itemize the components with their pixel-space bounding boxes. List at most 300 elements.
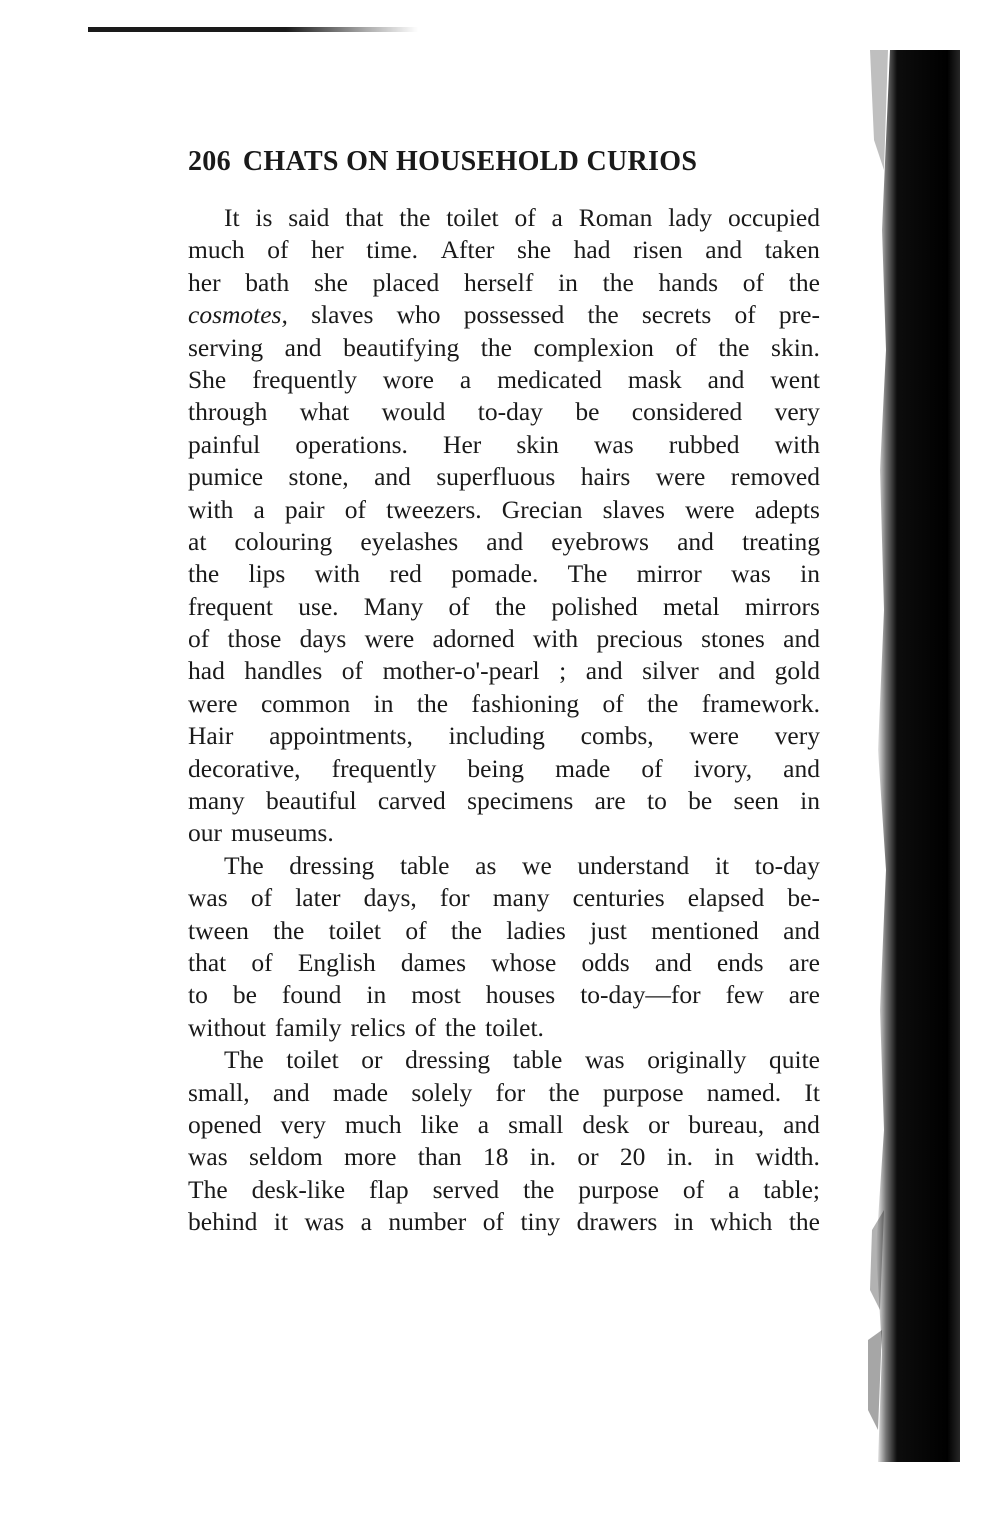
word: seldom [249, 1142, 323, 1172]
word: pumice [188, 462, 264, 492]
word: taken [764, 235, 820, 265]
word: bureau, [688, 1109, 765, 1139]
word: that [345, 203, 384, 232]
word: be [232, 980, 257, 1010]
word: adepts [754, 494, 820, 524]
word: including [448, 721, 545, 751]
word: stones [701, 624, 765, 654]
word: risen [633, 235, 683, 265]
word: purpose [602, 1077, 684, 1107]
word: many [188, 786, 245, 816]
word: flap [369, 1174, 409, 1204]
word: the [587, 300, 619, 330]
word: solely [411, 1077, 473, 1107]
text-line [188, 882, 820, 914]
text-line [188, 688, 820, 720]
word: the [602, 267, 634, 297]
word: of [341, 656, 364, 686]
word: Her [443, 429, 482, 459]
word: slaves [602, 494, 665, 524]
word: silver [642, 656, 699, 686]
word: hairs [580, 462, 631, 492]
word: superfluous [436, 462, 556, 492]
word: ends [716, 947, 764, 977]
word: mother-o'-pearl [382, 656, 540, 686]
word: or [648, 1109, 670, 1139]
word: the [399, 203, 431, 232]
word: English [297, 947, 376, 977]
word: decorative, [188, 753, 301, 783]
word: opened [188, 1109, 262, 1139]
word: were [364, 624, 415, 654]
word: a [551, 203, 563, 232]
word: was [188, 1142, 228, 1172]
word: specimens [467, 786, 574, 816]
word: 20 [619, 1142, 646, 1172]
word: later [295, 883, 341, 913]
word: we [522, 850, 552, 880]
word: It [804, 1077, 820, 1107]
word: adorned [432, 624, 515, 654]
word: understand [577, 850, 690, 880]
word: a [728, 1174, 740, 1204]
word: skin. [771, 332, 820, 362]
word: with [314, 559, 360, 589]
word: of [641, 753, 663, 783]
word: be [575, 397, 600, 427]
word: originally [647, 1045, 747, 1075]
word: went [770, 364, 820, 394]
word: metal [662, 591, 720, 621]
word: she [313, 267, 348, 297]
word: was [304, 1207, 345, 1237]
word: operations. [295, 429, 408, 459]
word: was [731, 559, 771, 589]
word: a [360, 1207, 372, 1237]
word: very [774, 397, 820, 427]
word: the [788, 1207, 820, 1237]
word: fashioning [471, 688, 580, 718]
word: beautifying [343, 332, 460, 362]
word: to [647, 786, 667, 816]
word: of [251, 947, 273, 977]
word: in. [529, 1142, 557, 1172]
text-line [188, 979, 820, 1011]
body-text [188, 202, 820, 1252]
word: dressing [405, 1045, 491, 1075]
word: carved [377, 786, 446, 816]
word: The [224, 1045, 264, 1075]
word: the [444, 1012, 477, 1042]
word: mirrors [744, 591, 820, 621]
word: the [450, 915, 482, 945]
word: were [685, 494, 735, 524]
word: the [480, 332, 512, 362]
word: much [188, 235, 245, 265]
word: dressing [289, 850, 375, 880]
word: polished [551, 591, 638, 621]
word: of [675, 332, 697, 362]
word: behind [188, 1207, 258, 1237]
word: small, [188, 1077, 250, 1107]
text-line [188, 267, 820, 299]
word: for [439, 883, 470, 913]
word: her [188, 267, 221, 297]
word: colouring [234, 526, 333, 556]
word: possessed [463, 300, 565, 330]
word: to-day [754, 850, 820, 880]
word: and [783, 915, 820, 945]
word: many [492, 883, 550, 913]
word: considered [631, 397, 743, 427]
text-line [188, 915, 820, 947]
word: slaves [311, 300, 374, 330]
text-line [188, 1206, 820, 1238]
word: Grecian [501, 494, 583, 524]
word: appointments, [269, 721, 413, 751]
word: pre- [778, 300, 820, 330]
word: being [467, 753, 525, 783]
word: said [288, 203, 330, 232]
word: the [647, 688, 679, 718]
text-line [188, 655, 820, 687]
word: served [432, 1174, 500, 1204]
word: time. [366, 235, 418, 265]
word: ladies [506, 915, 566, 945]
text-line [188, 1044, 820, 1076]
word: of [405, 915, 427, 945]
word: framework. [701, 688, 820, 718]
text-line [188, 947, 820, 979]
word: quite [768, 1045, 820, 1075]
word: as [475, 850, 497, 880]
word: of [482, 1207, 504, 1237]
word: and [486, 526, 524, 556]
word: is [255, 203, 273, 232]
word: of [602, 688, 624, 718]
word: of [448, 591, 470, 621]
word: complexion [533, 332, 654, 362]
text-line [188, 753, 820, 785]
word: bath [245, 267, 290, 297]
word: few [725, 980, 764, 1010]
word: who [396, 300, 441, 330]
word: The [188, 1174, 228, 1204]
word: in [366, 980, 387, 1010]
word: painful [188, 429, 261, 459]
word: and [783, 624, 820, 654]
word: and [585, 656, 623, 686]
word: found [281, 980, 342, 1010]
word: very [280, 1109, 326, 1139]
word: Roman [578, 203, 653, 232]
word: were [188, 688, 238, 718]
word: gold [774, 656, 820, 686]
word: lips [248, 559, 286, 589]
word: frequently [252, 364, 357, 394]
word: seen [733, 786, 779, 816]
word: pair [284, 494, 325, 524]
word: of [734, 300, 756, 330]
word: whose [491, 947, 557, 977]
word: beautiful [265, 786, 357, 816]
word: that [188, 947, 227, 977]
word: herself [463, 267, 534, 297]
word: of [344, 494, 366, 524]
word: skin [516, 429, 559, 459]
word: were [689, 721, 739, 751]
word: placed [372, 267, 440, 297]
word: are [594, 786, 626, 816]
word: and [783, 753, 820, 783]
word: eyelashes [360, 526, 459, 556]
word: the [788, 267, 820, 297]
word: ivory, [693, 753, 753, 783]
word: occupied [727, 203, 820, 232]
text-line [188, 429, 820, 461]
text-line [188, 234, 820, 266]
text-line [188, 1141, 820, 1173]
word: had [573, 235, 611, 265]
word: which [710, 1207, 773, 1237]
word: toilet [446, 203, 499, 232]
word: toilet [286, 1045, 339, 1075]
word: The [224, 850, 264, 880]
word: the [718, 332, 750, 362]
word: rubbed [668, 429, 740, 459]
text-line [188, 850, 820, 882]
word: than [417, 1142, 462, 1172]
word: frequently [331, 753, 437, 783]
word: named. [706, 1077, 782, 1107]
word: just [590, 915, 627, 945]
word: her [311, 235, 344, 265]
word: table [512, 1045, 563, 1075]
word: was [593, 429, 634, 459]
word: in [714, 1142, 735, 1172]
word: 18 [482, 1142, 509, 1172]
word: museums. [231, 818, 334, 848]
word: of [414, 1012, 436, 1042]
top-rule [88, 27, 418, 32]
word: small [508, 1109, 564, 1139]
word: After [440, 235, 495, 265]
word: tiny [520, 1207, 561, 1237]
word: to-day [477, 397, 543, 427]
word: elapsed [687, 883, 765, 913]
word: Many [363, 591, 424, 621]
word: of [514, 203, 536, 232]
word: tweezers. [386, 494, 482, 524]
word: in. [666, 1142, 693, 1172]
word: width. [755, 1142, 820, 1172]
word: secrets [641, 300, 712, 330]
text-line [188, 526, 820, 558]
word: odds [581, 947, 630, 977]
word: what [299, 397, 350, 427]
word: combs, [580, 721, 654, 751]
word: relics [350, 1012, 406, 1042]
word: drawers [576, 1207, 658, 1237]
text-line [188, 299, 820, 331]
word: table; [763, 1174, 820, 1204]
word: in [673, 1207, 694, 1237]
word: mask [627, 364, 682, 394]
word: the [188, 559, 220, 589]
word: of [742, 267, 765, 297]
word: with [774, 429, 820, 459]
word: for [495, 1077, 526, 1107]
word: and [783, 1109, 820, 1139]
word: be- [787, 883, 820, 913]
word: Hair [188, 721, 234, 751]
word: stone, [288, 462, 349, 492]
text-line [188, 817, 820, 849]
word: It [224, 203, 240, 232]
word: eyebrows [551, 526, 649, 556]
word: tween [188, 915, 249, 945]
word: to-day—for [580, 980, 701, 1010]
word: at [188, 526, 207, 556]
word: a [477, 1109, 490, 1139]
word: mirror [636, 559, 702, 589]
word: a [459, 364, 472, 394]
text-line [188, 623, 820, 655]
word: the [523, 1174, 555, 1204]
text-line [188, 591, 820, 623]
word: handles [244, 656, 323, 686]
word: red [389, 559, 422, 589]
word: and [707, 364, 745, 394]
word: a [253, 494, 265, 524]
word: made [555, 753, 611, 783]
word: was [188, 883, 228, 913]
word: the [273, 915, 305, 945]
word: of [250, 883, 273, 913]
word: was [584, 1045, 625, 1075]
word: with [532, 624, 579, 654]
word: precious [596, 624, 683, 654]
word: use. [298, 591, 339, 621]
word: in [800, 559, 820, 589]
word: very [774, 721, 820, 751]
text-line [188, 202, 820, 234]
text-line [188, 1077, 820, 1109]
word: would [381, 397, 446, 427]
word: with [188, 494, 234, 524]
text-line [188, 1012, 820, 1044]
word: be [688, 786, 713, 816]
word: it [714, 850, 730, 880]
word: days, [363, 883, 417, 913]
word: and [654, 947, 692, 977]
word: frequent [188, 591, 273, 621]
word: The [567, 559, 608, 589]
word: and [705, 235, 743, 265]
text-line [188, 396, 820, 428]
word: removed [730, 462, 820, 492]
word: like [420, 1109, 459, 1139]
word: most [411, 980, 461, 1010]
text-line [188, 558, 820, 590]
word: desk-like [251, 1174, 346, 1204]
word: medicated [497, 364, 602, 394]
word: of [188, 624, 210, 654]
text-line [188, 461, 820, 493]
word: and [272, 1077, 310, 1107]
word: are [788, 980, 820, 1010]
word: houses [485, 980, 556, 1010]
word: ; [559, 656, 567, 686]
word: serving [188, 332, 264, 362]
word: or [361, 1045, 383, 1075]
word: and [677, 526, 714, 556]
word: had [188, 656, 225, 686]
word: without [188, 1012, 266, 1042]
word: wore [382, 364, 434, 394]
word: common [260, 688, 351, 718]
word: family [274, 1012, 342, 1042]
word: the [548, 1077, 580, 1107]
word: through [188, 397, 268, 427]
text-line [188, 332, 820, 364]
word: pomade. [451, 559, 539, 589]
word: and [718, 656, 756, 686]
word: hands [658, 267, 719, 297]
text-line [188, 720, 820, 752]
word: table [399, 850, 450, 880]
text-line [188, 364, 820, 396]
word: those [227, 624, 282, 654]
binding-edge-shadow [868, 50, 960, 1462]
word: number [388, 1207, 467, 1237]
word: of [682, 1174, 705, 1204]
word: or [577, 1142, 599, 1172]
text-line [188, 1174, 820, 1206]
word: dames [400, 947, 467, 977]
word: cosmotes, [188, 300, 288, 330]
page-number: 206 [188, 146, 231, 177]
word: in [800, 786, 820, 816]
word: were [655, 462, 706, 492]
word: much [344, 1109, 402, 1139]
word: mentioned [651, 915, 759, 945]
word: it [273, 1207, 289, 1237]
word: purpose [578, 1174, 659, 1204]
running-head-title: CHATS ON HOUSEHOLD CURIOS [242, 146, 698, 177]
word: made [332, 1077, 389, 1107]
word: she [517, 235, 552, 265]
text-line [188, 785, 820, 817]
word: treating [742, 526, 820, 556]
word: and [284, 332, 322, 362]
word: days [299, 624, 347, 654]
word: our [188, 818, 222, 848]
word: and [374, 462, 411, 492]
text-line [188, 494, 820, 526]
word: in [558, 267, 578, 297]
word: in [373, 688, 394, 718]
word: toilet [328, 915, 382, 945]
word: desk [582, 1109, 630, 1139]
word: She [188, 364, 227, 394]
word: the [416, 688, 449, 718]
word: to [188, 980, 208, 1010]
word: are [788, 947, 820, 977]
word: lady [668, 203, 713, 232]
text-line [188, 1109, 820, 1141]
word: toilet. [485, 1012, 544, 1042]
